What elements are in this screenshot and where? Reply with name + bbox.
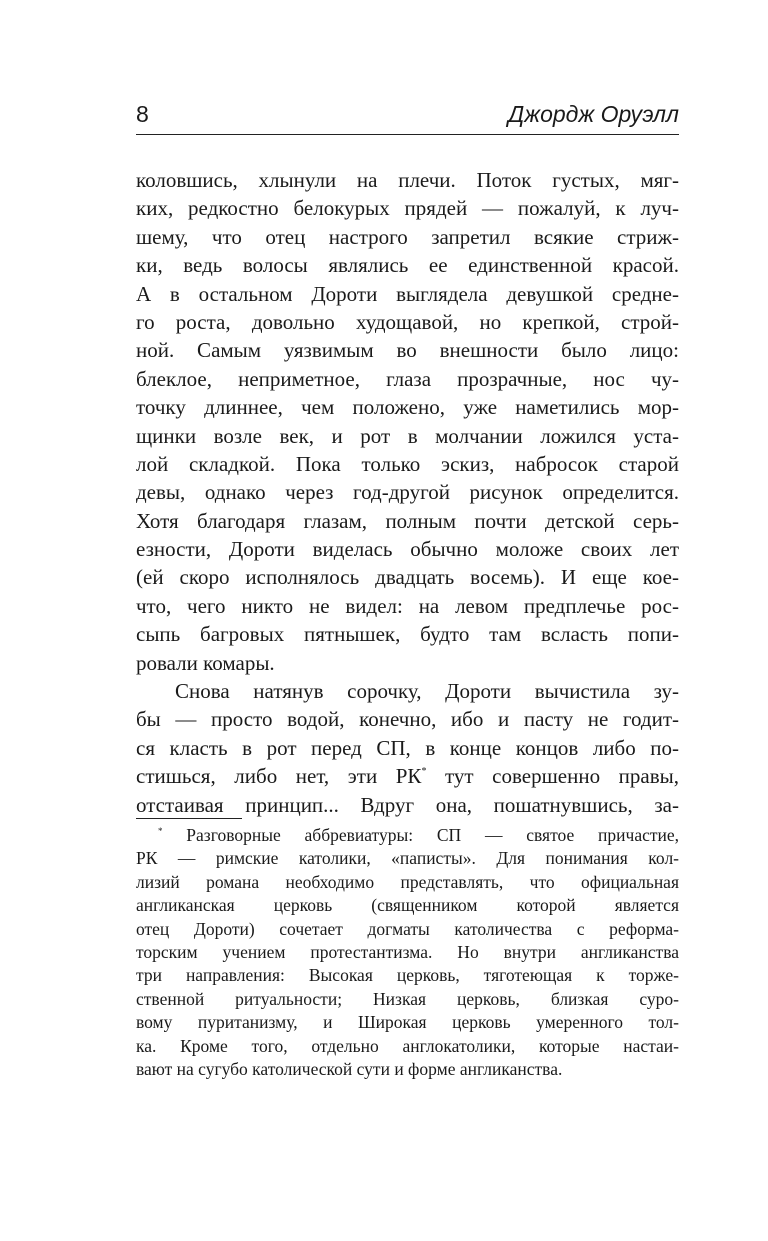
text-line: точку длиннее, чем положено, уже наметились мор-	[136, 395, 679, 420]
footnote-line: отец Дороти) сочетает догматы католичества с реформа-	[136, 918, 679, 939]
text-line: ки, ведь волосы являлись ее единственной красой.	[136, 253, 679, 278]
running-head	[136, 100, 679, 135]
footnote-text: Разговорные аббревиатуры: СП — святое причастие,	[186, 825, 680, 845]
footnote-line: вому пуританизму, и Широкая церковь умеренного тол-	[136, 1012, 679, 1033]
footnote-marker: *	[158, 826, 163, 836]
text-line: ких, редкостно белокурых прядей — пожалуй, к луч-	[136, 196, 679, 221]
text-line: девы, однако через год-другой рисунок определится.	[136, 480, 679, 505]
text-line: блеклое, неприметное, глаза прозрачные, нос чу-	[136, 366, 679, 391]
text-line: езности, Дороти виделась обычно моложе своих лет	[136, 537, 679, 562]
footnote-line: лизий романа необходимо представлять, что официальная	[136, 871, 679, 892]
text-line-with-note	[136, 762, 679, 790]
footnote-line: три направления: Высокая церковь, тяготеющая к торже-	[136, 965, 679, 986]
text-line: щинки возле век, и рот в молчании ложился уста-	[136, 423, 679, 448]
footnote	[136, 824, 679, 1081]
footnote-line: РК — римские католики, «паписты». Для понимания кол-	[136, 848, 679, 869]
text-line: коловшись, хлынули на плечи. Поток густых, мяг-	[136, 168, 679, 192]
text-line: Хотя благодаря глазам, полным почти детской серь-	[136, 508, 679, 533]
text-line: отстаивая принцип... Вдруг она, пошатнувшись, за-	[136, 792, 679, 817]
text-line: бы — просто водой, конечно, ибо и пасту не годит-	[136, 707, 679, 732]
text-line: сыпь багровых пятнышек, будто там всласть попи-	[136, 622, 679, 647]
main-text	[136, 166, 679, 819]
footnote-line: торским учением протестантизма. Но внутри англиканства	[136, 941, 679, 962]
running-title: Джордж Оруэлл	[508, 101, 679, 127]
footnote-separator	[136, 818, 242, 819]
footnote-reference: *	[421, 766, 427, 778]
text-fragment: тут совершенно правы,	[445, 764, 679, 789]
text-line: шему, что отец настрого запретил всякие стриж-	[136, 224, 679, 249]
footnote-line: ственной ритуальности; Низкая церковь, близкая суро-	[136, 988, 679, 1009]
text-line: что, чего никто не видел: на левом предплечье рос-	[136, 593, 679, 618]
footnote-line: англиканская церковь (священником которой является	[136, 895, 679, 916]
text-line: А в остальном Дороти выглядела девушкой средне-	[136, 281, 679, 306]
text-line: ровали комары.	[136, 650, 275, 675]
text-line: (ей скоро исполнялось двадцать восемь). И еще кое-	[136, 565, 679, 590]
text-fragment: стишься, либо нет, эти РК	[136, 764, 422, 789]
footnote-line: ка. Кроме того, отдельно англокатолики, которые настаи-	[136, 1035, 679, 1056]
text-line: го роста, довольно худощавой, но крепкой, строй-	[136, 309, 679, 334]
text-line: Снова натянув сорочку, Дороти вычистила зу-	[175, 679, 679, 704]
footnote-line	[136, 824, 679, 847]
page-number: 8	[136, 101, 149, 127]
footnote-line: вают на сугубо католической сути и форме англиканства.	[136, 1058, 563, 1079]
text-line: лой складкой. Пока только эскиз, набросок старой	[136, 451, 679, 476]
text-line: ся класть в рот перед СП, в конце концов либо по-	[136, 735, 679, 760]
text-line: ной. Самым уязвимым во внешности было лицо:	[136, 338, 679, 363]
